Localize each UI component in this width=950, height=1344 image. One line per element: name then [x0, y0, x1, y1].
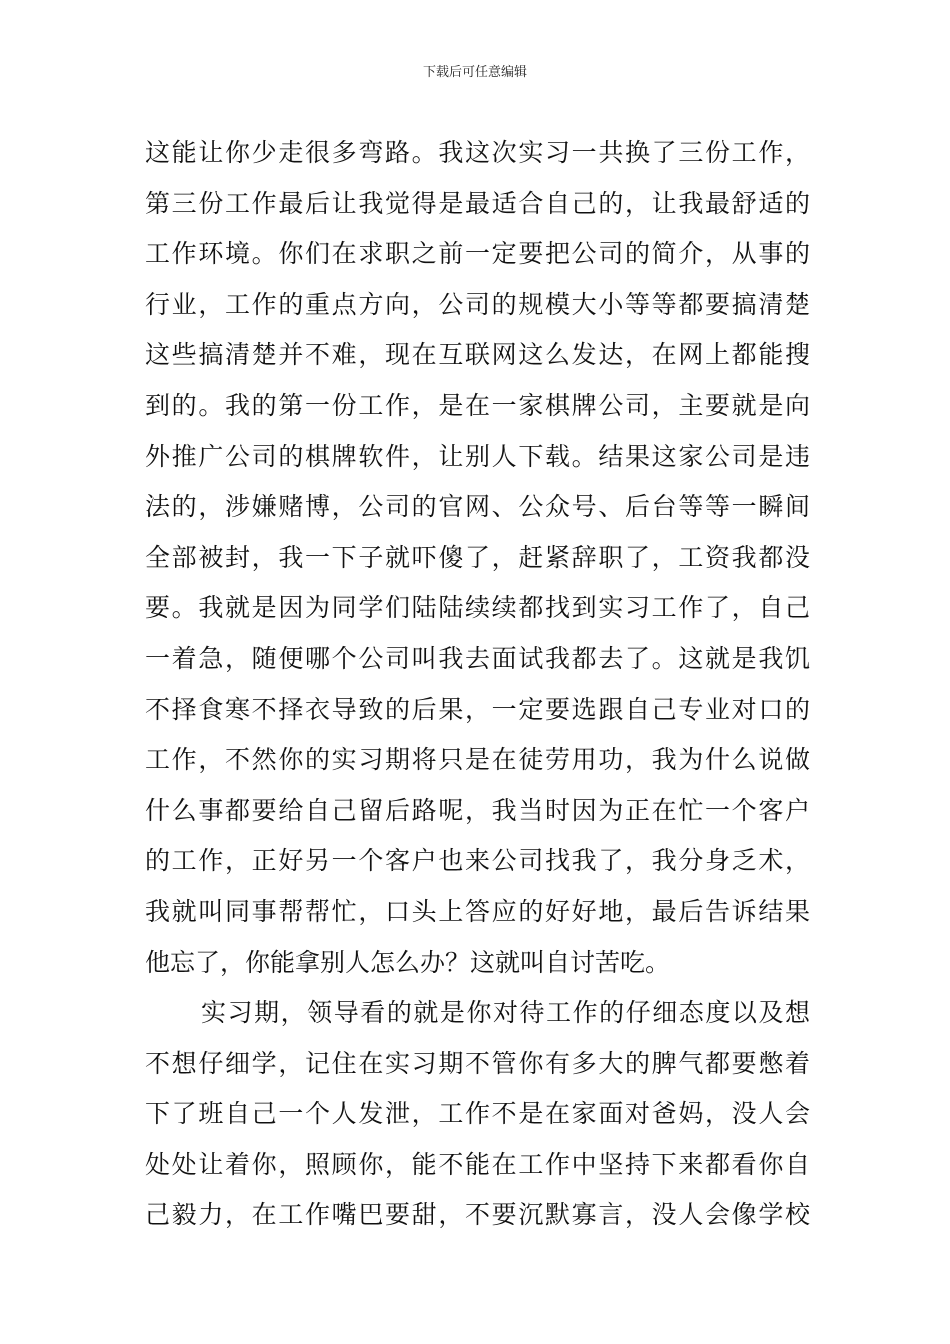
text-line: 我就叫同事帮帮忙，口头上答应的好好地，最后告诉结果 — [145, 896, 810, 926]
paragraph-2 — [145, 988, 810, 1241]
text-line: 到的。我的第一份工作，是在一家棋牌公司，主要就是向 — [145, 390, 810, 420]
text-line: 他忘了，你能拿别人怎么办？这就叫自讨苦吃。 — [145, 947, 671, 977]
page-header: 下载后可任意编辑 — [422, 65, 527, 80]
text-line: 的工作，正好另一个客户也来公司找我了，我分身乏术， — [145, 846, 810, 876]
text-line: 第三份工作最后让我觉得是最适合自己的，让我最舒适的 — [145, 188, 810, 218]
text-line: 这些搞清楚并不难，现在互联网这么发达，在网上都能搜 — [145, 340, 810, 370]
text-line: 行业，工作的重点方向，公司的规模大小等等都要搞清楚 — [145, 289, 810, 319]
text-line: 不想仔细学，记住在实习期不管你有多大的脾气都要憋着 — [145, 1048, 810, 1078]
text-line: 外推广公司的棋牌软件，让别人下载。结果这家公司是违 — [145, 441, 810, 471]
text-line: 法的，涉嫌赌博，公司的官网、公众号、后台等等一瞬间 — [145, 492, 810, 522]
text-line: 全部被封，我一下子就吓傻了，赶紧辞职了，工资我都没 — [145, 542, 810, 572]
text-line: 不择食寒不择衣导致的后果，一定要选跟自己专业对口的 — [145, 694, 810, 724]
paragraph-1 — [145, 128, 810, 988]
document-body — [145, 128, 810, 1241]
text-line: 什么事都要给自己留后路呢，我当时因为正在忙一个客户 — [145, 795, 810, 825]
text-line: 要。我就是因为同学们陆陆续续都找到实习工作了，自己 — [145, 593, 810, 623]
text-line: 处处让着你，照顾你，能不能在工作中坚持下来都看你自 — [145, 1149, 810, 1179]
text-line: 工作，不然你的实习期将只是在徒劳用功，我为什么说做 — [145, 745, 810, 775]
text-line: 一着急，随便哪个公司叫我去面试我都去了。这就是我饥 — [145, 643, 810, 673]
text-line: 这能让你少走很多弯路。我这次实习一共换了三份工作， — [145, 138, 810, 167]
text-line: 实习期，领导看的就是你对待工作的仔细态度以及想 — [201, 998, 810, 1028]
text-line: 己毅力，在工作嘴巴要甜，不要沉默寡言，没人会像学校 — [145, 1200, 810, 1230]
text-line: 工作环境。你们在求职之前一定要把公司的简介，从事的 — [145, 239, 810, 269]
text-line: 下了班自己一个人发泄，工作不是在家面对爸妈，没人会 — [145, 1099, 810, 1129]
